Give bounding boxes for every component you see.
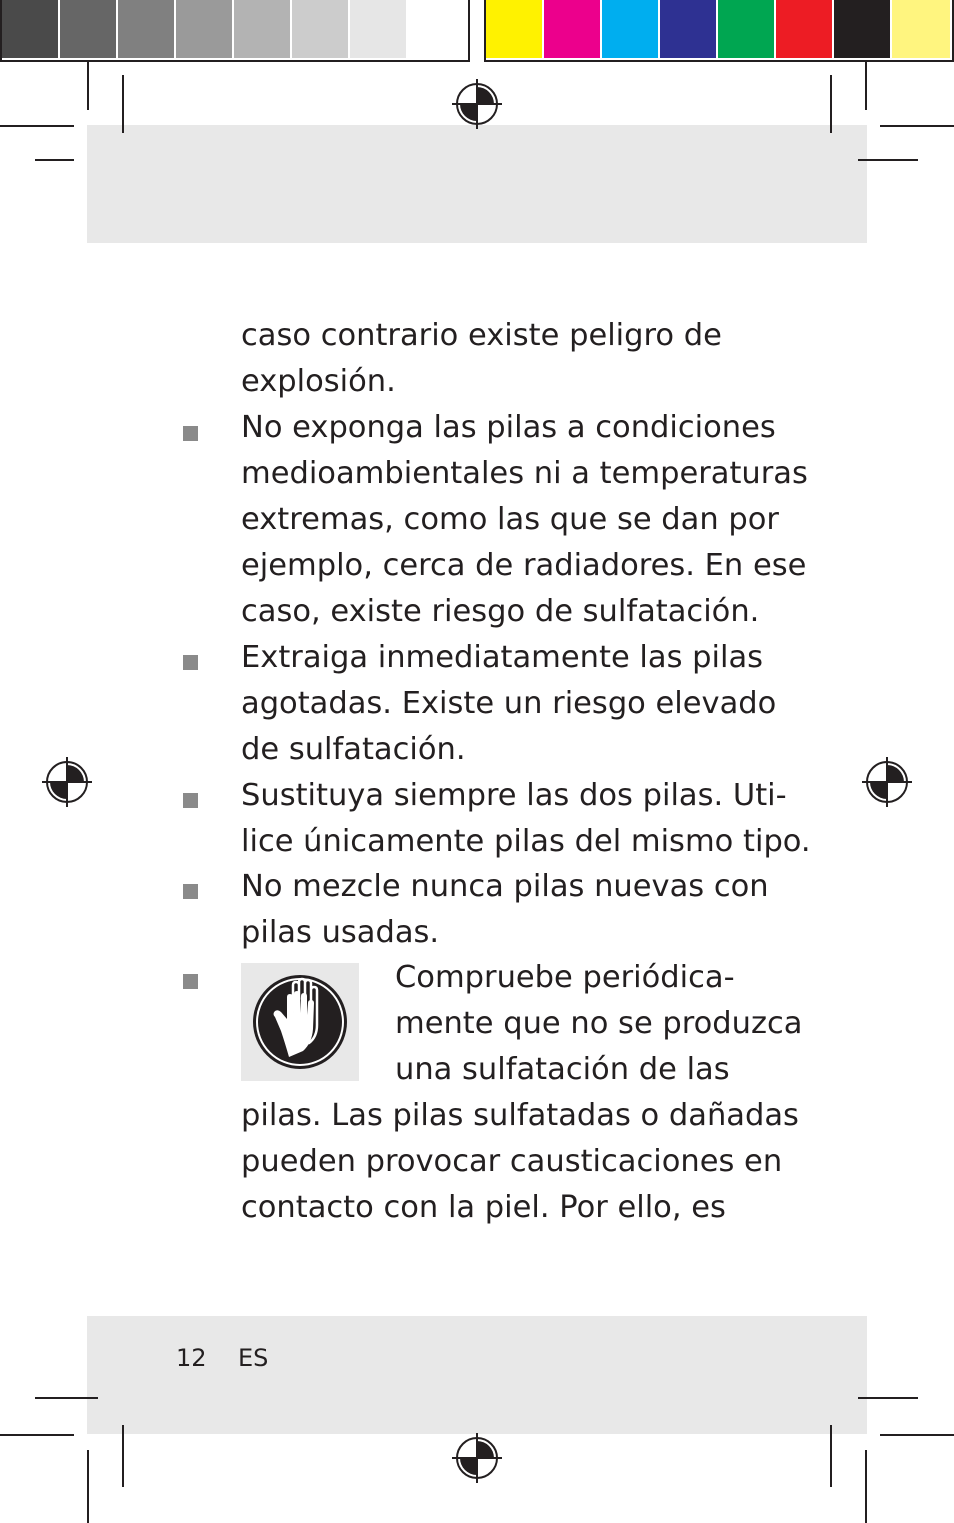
text-line: pueden provocar causticaciones en <box>241 1144 783 1179</box>
gray-swatch <box>118 0 174 58</box>
text-line: lice únicamente pilas del mismo tipo. <box>241 824 811 859</box>
crop-mark <box>830 75 832 133</box>
registration-mark-icon <box>862 757 912 807</box>
bullet-square <box>183 793 198 808</box>
crop-mark <box>122 75 124 133</box>
crop-mark <box>858 159 918 161</box>
color-swatch <box>834 0 890 58</box>
registration-mark-icon <box>452 1433 502 1483</box>
text-line: pilas. Las pilas sulfatadas o dañadas <box>241 1098 799 1133</box>
text-line: Extraiga inmediatamente las pilas <box>241 640 764 675</box>
crop-mark <box>87 1450 89 1523</box>
text-line: pilas usadas. <box>241 915 440 950</box>
crop-mark <box>830 1425 832 1487</box>
bullet-square <box>183 974 198 989</box>
text-line: caso contrario existe peligro de <box>241 318 722 353</box>
text-line: extremas, como las que se dan por <box>241 502 779 537</box>
text-line: mente que no se produzca <box>395 1006 803 1041</box>
crop-mark <box>87 62 89 110</box>
text-line: agotadas. Existe un riesgo elevado <box>241 686 777 721</box>
gray-swatch <box>234 0 290 58</box>
color-swatch <box>718 0 774 58</box>
color-swatch <box>544 0 600 58</box>
text-line: de sulfatación. <box>241 732 466 767</box>
protective-gloves-icon <box>241 963 359 1081</box>
text-line: contacto con la piel. Por ello, es <box>241 1190 726 1225</box>
page-number: 12 <box>176 1344 207 1372</box>
color-swatch <box>486 0 542 58</box>
bullet-square <box>183 884 198 899</box>
bullet-square <box>183 655 198 670</box>
crop-mark <box>865 62 867 110</box>
text-line: Compruebe periódica- <box>395 960 735 995</box>
registration-mark-icon <box>452 79 502 129</box>
color-swatch <box>660 0 716 58</box>
crop-mark <box>865 1450 867 1523</box>
text-line: ejemplo, cerca de radiadores. En ese <box>241 548 807 583</box>
gray-swatch <box>176 0 232 58</box>
crop-mark <box>35 1397 98 1399</box>
crop-mark <box>880 1434 954 1436</box>
registration-mark-icon <box>42 757 92 807</box>
text-line: No mezcle nunca pilas nuevas con <box>241 869 769 904</box>
gray-swatch <box>60 0 116 58</box>
text-line: medioambientales ni a temperaturas <box>241 456 808 491</box>
grayscale-bar <box>0 0 470 62</box>
glove-pictogram <box>241 963 359 1081</box>
crop-mark <box>122 1425 124 1487</box>
crop-mark <box>0 1434 74 1436</box>
process-color-bar <box>484 0 954 62</box>
text-line: Sustituya siempre las dos pilas. Uti- <box>241 778 787 813</box>
crop-mark <box>0 125 74 127</box>
crop-mark <box>858 1397 918 1399</box>
bullet-square <box>183 426 198 441</box>
header-band <box>87 125 867 243</box>
text-line: caso, existe riesgo de sulfatación. <box>241 594 760 629</box>
gray-swatch <box>350 0 406 58</box>
color-swatch <box>776 0 832 58</box>
color-swatch <box>602 0 658 58</box>
gray-swatch <box>408 0 466 58</box>
crop-mark <box>880 125 954 127</box>
gray-swatch <box>2 0 58 58</box>
text-line: explosión. <box>241 364 396 399</box>
crop-mark <box>35 159 74 161</box>
gray-swatch <box>292 0 348 58</box>
text-line: una sulfatación de las <box>395 1052 730 1087</box>
language-code: ES <box>238 1344 269 1372</box>
text-line: No exponga las pilas a condiciones <box>241 410 776 445</box>
color-swatch <box>892 0 950 58</box>
